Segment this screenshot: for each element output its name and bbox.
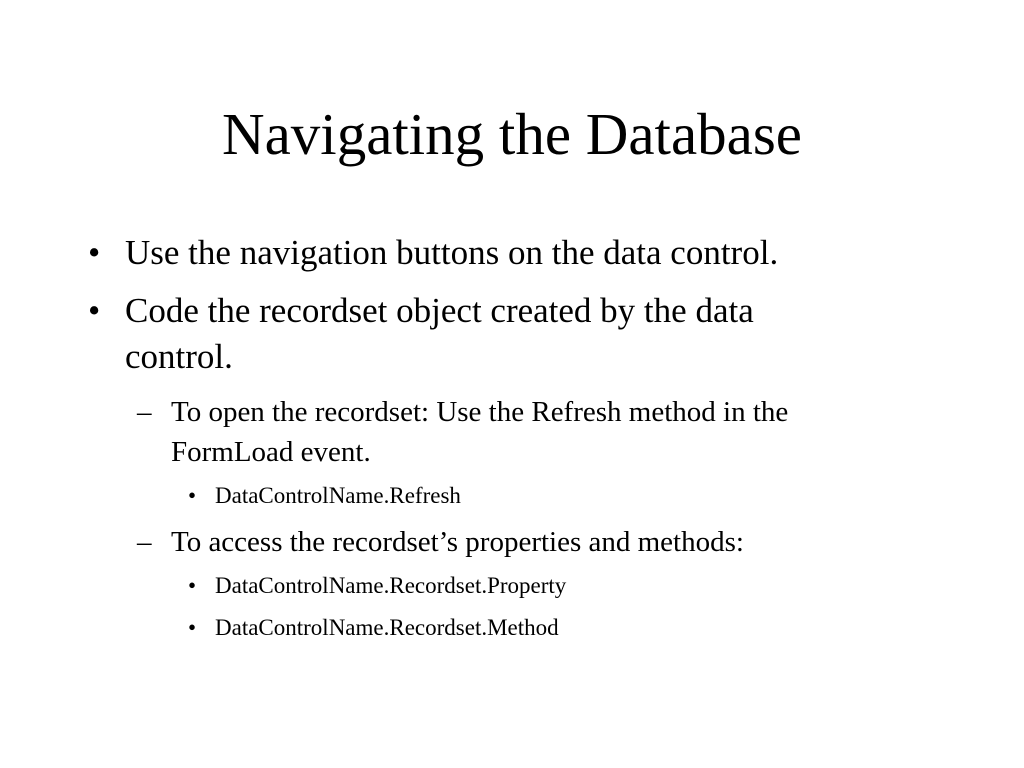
sub-bullet-item — [137, 522, 931, 562]
bullet-marker: • — [88, 291, 101, 330]
bullet-text: Use the navigation buttons on the data control. — [125, 233, 779, 272]
bullet-marker: • — [188, 573, 197, 598]
bullet-item — [88, 288, 855, 380]
sub-sub-bullet-item — [188, 571, 915, 601]
dash-marker: – — [137, 526, 152, 558]
sub-sub-bullet-text: DataControlName.Refresh — [215, 483, 461, 508]
bullet-marker: • — [88, 233, 101, 272]
sub-bullet-text: To access the recordset’s properties and methods: — [171, 526, 744, 558]
sub-bullet-item — [137, 392, 911, 472]
bullet-item — [88, 230, 885, 276]
bullet-text: Code the recordset object created by the data control. — [125, 291, 754, 376]
sub-sub-bullet-text: DataControlName.Recordset.Method — [215, 615, 559, 640]
bullet-marker: • — [188, 483, 197, 508]
dash-marker: – — [137, 396, 152, 428]
sub-sub-bullet-item — [188, 481, 915, 511]
bullet-marker: • — [188, 615, 197, 640]
sub-sub-bullet-text: DataControlName.Recordset.Property — [215, 573, 567, 598]
sub-bullet-text: To open the recordset: Use the Refresh method in the FormLoad event. — [171, 396, 789, 468]
slide-title: Navigating the Database — [222, 101, 802, 167]
sub-sub-bullet-item — [188, 613, 915, 643]
